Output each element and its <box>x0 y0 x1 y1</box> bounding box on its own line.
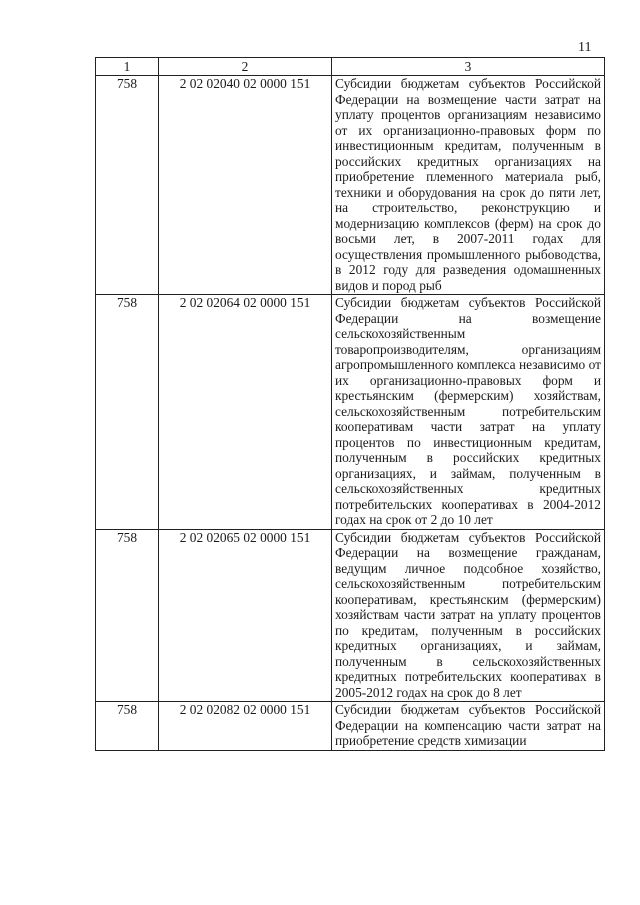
table-body <box>96 76 605 751</box>
table-row <box>96 76 605 295</box>
income-name-cell: Субсидии бюджетам субъектов Российской Федерации на возмещение части затрат на уплату процентов организациям независимо от их организационно-правовых форм по инвестиционным кредитам, полученным в российских кредитных организациях на приобретение племенного материала рыб, техники и оборудования на срок до пяти лет, на строительство, реконструкцию и модернизацию комплексов (ферм) на срок до восьми лет, в 2007-2011 годах для осуществления промышленного рыбоводства, в 2012 году для разведения одомашненных видов и пород рыб <box>332 76 605 295</box>
table-row <box>96 529 605 702</box>
table-row <box>96 295 605 530</box>
income-name-cell: Субсидии бюджетам субъектов Российской Федерации на компенсацию части затрат на приобретение средств химизации <box>332 702 605 751</box>
income-code-cell: 2 02 02064 02 0000 151 <box>159 295 332 530</box>
table-header <box>96 58 605 76</box>
column-header-1: 1 <box>96 58 159 76</box>
income-name-cell: Субсидии бюджетам субъектов Российской Федерации на возмещение сельскохозяйственным товаропроизводителям, организациям агропромышленного комплекса независимо от их организационно-правовых форм и крестьянским (фермерским) хозяйствам, сельскохозяйственным потребительским кооперативам части затрат на уплату процентов по инвестиционным кредитам, полученным в российских кредитных организациях, и займам, полученным в сельскохозяйственных кредитных потребительских кооперативах в 2004-2012 годах на срок от 2 до 10 лет <box>332 295 605 530</box>
income-code-cell: 2 02 02082 02 0000 151 <box>159 702 332 751</box>
page-number: 11 <box>578 40 592 55</box>
admin-code-cell: 758 <box>96 76 159 295</box>
income-name-cell: Субсидии бюджетам субъектов Российской Федерации на возмещение гражданам, ведущим личное подсобное хозяйство, сельскохозяйственным потребительским кооперативам, крестьянским (фермерским) хозяйствам части затрат на уплату процентов по кредитам, полученным в российских кредитных организациях, и займам, полученным в сельскохозяйственных кредитных потребительских кооперативах в 2005-2012 годах на срок до 8 лет <box>332 529 605 702</box>
admin-code-cell: 758 <box>96 702 159 751</box>
income-code-cell: 2 02 02065 02 0000 151 <box>159 529 332 702</box>
admin-code-cell: 758 <box>96 295 159 530</box>
column-header-3: 3 <box>332 58 605 76</box>
income-code-cell: 2 02 02040 02 0000 151 <box>159 76 332 295</box>
table-row <box>96 702 605 751</box>
header-row <box>96 58 605 76</box>
budget-classification-table <box>95 57 605 751</box>
column-header-2: 2 <box>159 58 332 76</box>
admin-code-cell: 758 <box>96 529 159 702</box>
